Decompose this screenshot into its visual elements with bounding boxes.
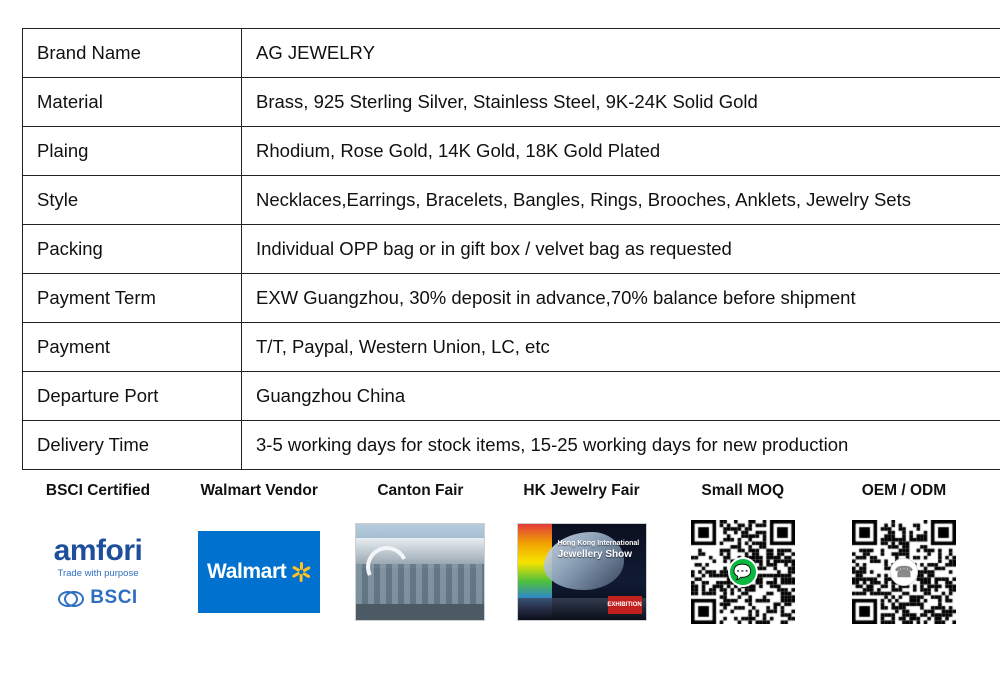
badge-title: BSCI Certified: [45, 482, 151, 499]
spec-value: Rhodium, Rose Gold, 14K Gold, 18K Gold Plated: [242, 127, 1000, 176]
photo-caption-main: Jewellery Show: [557, 548, 633, 560]
spec-value: T/T, Paypal, Western Union, LC, etc: [242, 323, 1000, 372]
rings-icon: [58, 588, 84, 608]
table-row: [23, 29, 1000, 78]
badge-title: HK Jewelry Fair: [523, 482, 640, 499]
spec-value: Guangzhou China: [242, 372, 1000, 421]
spec-label: Delivery Time: [23, 421, 242, 470]
table-row: [23, 78, 1000, 127]
whatsapp-icon: ☎: [890, 558, 918, 586]
wechat-icon: 💬: [728, 557, 758, 587]
amfori-bsci-logo: [33, 516, 163, 628]
whatsapp-qr-code[interactable]: [839, 516, 969, 628]
spec-value: Individual OPP bag or in gift box / velvet bag as requested: [242, 225, 1000, 274]
table-row: [23, 421, 1000, 470]
table-row: [23, 225, 1000, 274]
badge-title: Walmart Vendor: [200, 482, 318, 499]
badge-title: Canton Fair: [377, 482, 464, 499]
spec-label: Brand Name: [23, 29, 242, 78]
spec-label: Payment: [23, 323, 242, 372]
bsci-wordmark: BSCI: [90, 587, 138, 609]
photo-caption-small: Hong Kong International: [557, 540, 640, 547]
badge-canton-fair: [344, 482, 496, 628]
amfori-wordmark: amfori: [53, 534, 143, 568]
spec-value: 3-5 working days for stock items, 15-25 working days for new production: [242, 421, 1000, 470]
spec-label: Material: [23, 78, 242, 127]
canton-fair-photo: [355, 516, 485, 628]
wechat-qr-code[interactable]: [678, 516, 808, 628]
badge-walmart-vendor: [183, 482, 335, 628]
badge-title: Small MOQ: [701, 482, 785, 499]
spec-label: Packing: [23, 225, 242, 274]
certification-badges-row: [22, 482, 980, 628]
spark-icon: [291, 562, 311, 582]
table-row: [23, 274, 1000, 323]
badge-bsci-certified: [22, 482, 174, 628]
table-row: [23, 176, 1000, 225]
table-row: [23, 372, 1000, 421]
hk-jewelry-show-photo: [517, 516, 647, 628]
spec-label: Departure Port: [23, 372, 242, 421]
building-base: [356, 604, 484, 620]
amfori-tagline: Trade with purpose: [57, 568, 139, 580]
specification-table: [22, 28, 1000, 470]
spec-label: Style: [23, 176, 242, 225]
spec-value: Brass, 925 Sterling Silver, Stainless Steel, 9K-24K Solid Gold: [242, 78, 1000, 127]
spec-label: Plaing: [23, 127, 242, 176]
walmart-logo: [194, 516, 324, 628]
badge-small-moq: [667, 482, 819, 628]
table-row: [23, 323, 1000, 372]
badge-title: OEM / ODM: [861, 482, 947, 499]
table-row: [23, 127, 1000, 176]
spec-value: AG JEWELRY: [242, 29, 1000, 78]
photo-caption: [558, 540, 640, 561]
photo-booth-sign: EXHIBITION: [608, 596, 642, 614]
spec-value: EXW Guangzhou, 30% deposit in advance,70% balance before shipment: [242, 274, 1000, 323]
spec-label: Payment Term: [23, 274, 242, 323]
badge-oem-odm: [828, 482, 980, 628]
walmart-wordmark: Walmart: [207, 560, 287, 583]
spec-value: Necklaces,Earrings, Bracelets, Bangles, Rings, Brooches, Anklets, Jewelry Sets: [242, 176, 1000, 225]
badge-hk-jewelry-fair: [506, 482, 658, 628]
specification-table-body: [23, 29, 1000, 470]
